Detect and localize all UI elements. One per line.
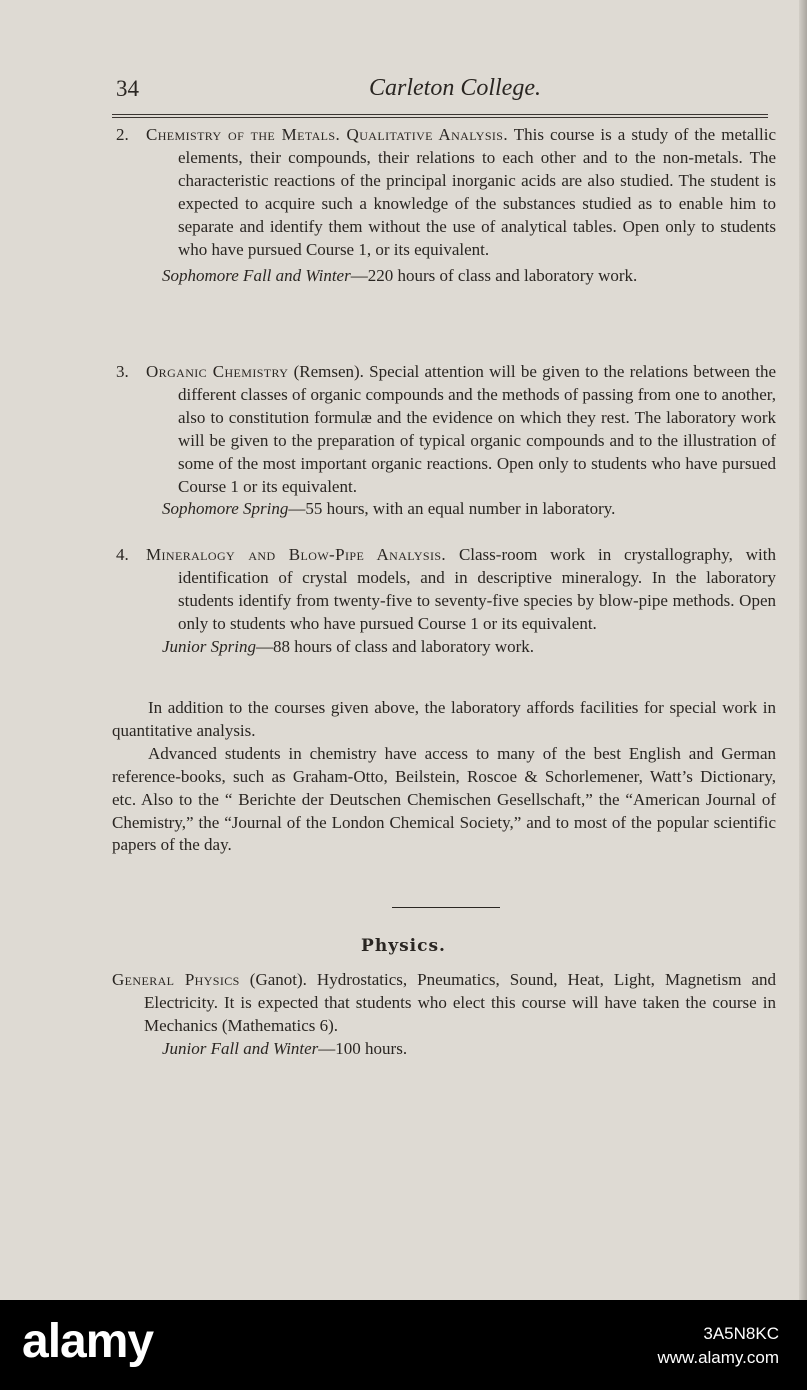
course-number: 3. — [116, 362, 129, 381]
chemistry-notes — [112, 697, 776, 857]
course-text — [112, 969, 776, 1038]
schedule-term: Sophomore Spring — [162, 499, 289, 519]
course-entry-physics — [112, 969, 776, 1061]
schedule-term: Junior Spring — [162, 636, 256, 656]
course-description: (Remsen). Special attention will be given to the relations between the different classes of organic compounds and the methods of passing from one to another, also to constitution formulæ and the evidence on which they rest. The laboratory work will be given to the preparation of typical organic compounds and to the illustration of some of the most important organic reactions. Open only to students who have pursued Course 1 or its equivalent. — [178, 362, 777, 496]
course-description: Class-room work in crystallography, with identification of crystal models, and in descriptive mineralogy. In the laboratory students identify from twenty-five to seventy-five species by blow-pipe methods. Open only to students who have pursued Course 1 or its equivalent. — [178, 545, 777, 633]
schedule-hours: —55 hours, with an equal number in laboratory. — [288, 499, 616, 519]
schedule-term: Junior Fall and Winter — [162, 1038, 319, 1058]
course-number: 4. — [116, 545, 129, 564]
image-credit — [657, 1322, 779, 1370]
running-header — [112, 74, 768, 106]
course-heading: Mineralogy and Blow-Pipe Analysis. — [146, 545, 447, 564]
page-edge — [799, 0, 807, 1300]
course-text — [112, 544, 776, 636]
course-schedule — [112, 636, 776, 659]
schedule-hours: —88 hours of class and laboratory work. — [255, 636, 535, 656]
course-text — [112, 361, 776, 498]
page-number: 34 — [116, 76, 139, 101]
section-heading-physics: Physics. — [361, 936, 446, 956]
paragraph-laboratory: In addition to the courses given above, the laboratory affords facilities for special work in quantitative analysis. — [112, 698, 776, 740]
watermark-strip — [0, 1300, 807, 1390]
course-entry-3 — [112, 361, 776, 521]
course-heading: Chemistry of the Metals. Qualitative Analysis. — [146, 125, 509, 144]
course-entry-4 — [112, 544, 776, 659]
alamy-logo: alamy — [22, 1315, 154, 1368]
paragraph-references: Advanced students in chemistry have access to many of the best English and German reference-books, such as Graham-Otto, Beilstein, Roscoe & Schorlemener, Watt’s Dictionary, etc. Also to the “ Berichte der Deutschen Chemischen Gesellschaft,” the “American Journal of Chemistry,” the “Journal of the London Chemical Society,” and to most of the popular scientific papers of the day. — [112, 743, 776, 855]
course-description: (Ganot). Hydrostatics, Pneumatics, Sound, Heat, Light, Magnetism and Electricity. It is expected that students who elect this course will have taken the course in Mechanics (Mathematics 6). — [144, 970, 777, 1035]
schedule-term: Sophomore Fall and Winter — [162, 266, 351, 286]
course-heading: Organic Chemistry — [146, 362, 289, 381]
running-title: Carleton College. — [369, 75, 541, 101]
image-code: 3A5N8KC — [703, 1324, 779, 1343]
schedule-hours: —100 hours. — [318, 1038, 408, 1058]
course-heading: General Physics — [112, 970, 240, 989]
site-url: www.alamy.com — [657, 1348, 779, 1367]
section-divider — [392, 907, 500, 908]
course-entry-2 — [112, 124, 776, 288]
header-rule-lower — [112, 117, 768, 118]
course-text — [112, 124, 776, 261]
course-schedule — [112, 1038, 776, 1061]
course-description: This course is a study of the metallic elements, their compounds, their relations to each other and to the non-metals. The characteristic reactions of the principal inorganic acids are also studied. The student is expected to acquire such a knowledge of the substances studied as to enable him to separate and identify them without the use of analytical tables. Open only to students who have pursued Course 1, or its equivalent. — [178, 125, 776, 259]
schedule-hours: —220 hours of class and laboratory work. — [350, 266, 638, 286]
course-schedule — [112, 498, 776, 521]
course-schedule — [112, 265, 776, 288]
course-number: 2. — [116, 125, 129, 144]
header-rule — [112, 114, 768, 115]
